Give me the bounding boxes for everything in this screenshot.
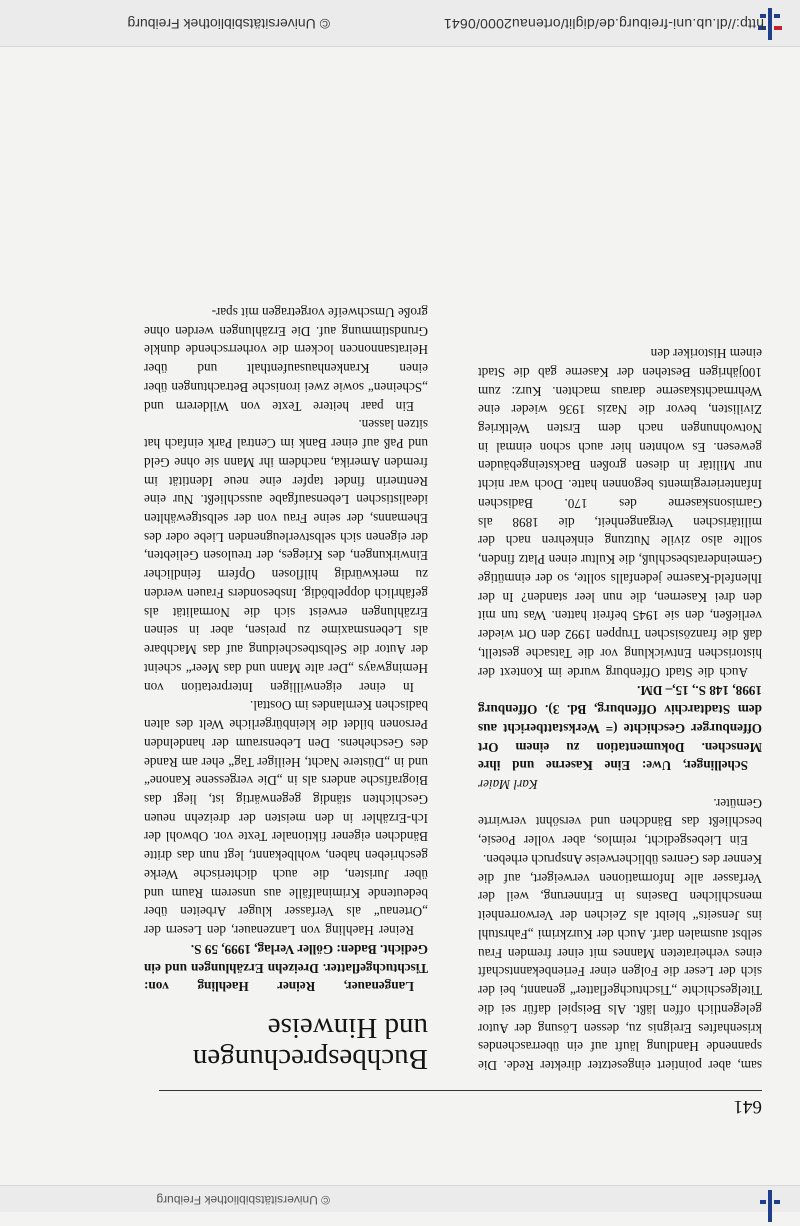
right-column [144, 302, 428, 1074]
book-reference: Schellinger, Uwe: Eine Kaserne und ihre Menschen. Dokumentation zu einem Ort Offenburger Geschichte (= Werkstattbericht aus dem Stadtarchiv Offenburg, Bd. 3). Offenburg 1998, 148 S., 15,– DM. [478, 683, 762, 774]
review-text-paragraph: Auch die Stadt Offenburg wurde im Kontext der historischen Entwicklung vor die Tatsache gestellt, daß die französischen Truppen 1992 den Ort wieder verließen, den sie 1945 befreit hatten. Was tun mit den drei Kasernen, die nun leer standen? In der Ihlenfeld-Kaserne jedenfalls sollte, so der einmütige Gemeinderatsbeschluß, die Kultur einen Platz finden, sollte also zivile Nutzung einkehren nach der militärischen Vergangenheit, die 1898 als Garnisonskaserne des 170. Badischen Infanterieregiments begonnen hatte. Doch war nicht nur Militär in diesen großen Backsteingebäuden gewesen. Es wohnten hier auch schon einmal in Notwohnungen nach dem Ersten Weltkrieg Zivilisten, bevor die Nazis 1936 wieder eine Wehrmachtskaserne daraus machten. Kurz: zum 100jährigen Bestehen der Kaserne gab die Stadt einem Historiker den [478, 346, 762, 680]
section-heading: Buchbesprechungen und Hinweise [192, 1011, 428, 1075]
review-text-paragraph: In einer eigenwilligen Interpretation von Hemingways „Der alte Mann und das Meer“ scheint der Autor die Selbstbescheidung auf das Machbare als Lebensmaxime zu preisen, aber in seinen Erzählungen erweist sich die Normalität als gefährlich doppelbödig. Insbesonders Frauen werden zu merkwürdig hilflosen Opfern feindlicher Einwirkungen, des Krieges, der treulosen Geliebten, der eigenen sich selbstverleugnenden Liebe oder des Ehemanns, der seine Frau von der selbstgewählten idealistischen Lebensaufgabe ausschließt. Nur eine Rentnerin findet tapfer eine neue Identität im fremden Amerika, nachdem ihr Mann sie ohne Geld und Paß auf einer Bank im Central Park einfach hat sitzen lassen. [144, 417, 428, 695]
page-number: 641 [733, 1096, 762, 1117]
review-text-paragraph: Ein paar heitere Texte von Wilderern und „Scheinen“ sowie zwei ironische Betrachtungen über einen Krankenhausaufenthalt und über Heiratsannoncen lockern die vorherrschende dunkle Grundstimmung auf. Die Erzählungen werden ohne große Umschweife vorgetragen mit spar- [144, 304, 428, 414]
ub-freiburg-logo-icon [750, 1186, 790, 1226]
reviewer-signature: Karl Maier [478, 776, 538, 792]
review-text-paragraph: Reiner Haehling von Lanzenauer, den Lesern der „Ortenau“ als Verfasser kluger Arbeiten über bedeutende Kriminalfälle aus unserem Raum und über Juristen, die auch dichterische Werke geschrieben haben, wohlbekannt, legt nun das dritte Bändchen eigener fiktionaler Texte vor. Obwohl der Ich-Erzähler in den meisten der dreizehn neuen Geschichten ständig gegenwärtig ist, liegt das Biografische anders als in „Die vergessene Kanone“ und in „Düstere Nacht, Heiliger Tag“ eher am Rande des Geschehens. Den Lebensraum der handelnden Personen bildet die kleinbürgerliche Welt des alten badischen Kernlandes im Oosttal. [144, 698, 428, 939]
header-rule [159, 1090, 762, 1091]
page-url-link[interactable]: http://dl.ub.uni-freiburg.de/diglit/ortenau2000/0641 [443, 16, 764, 32]
copyright-text-top: © Universitätsbibliothek Freiburg [156, 1193, 330, 1207]
review-text-paragraph: Ein Liebesgedicht, reimlos, aber voller Poesie, beschließt das Bändchen und versöhnt verwirrte Gemüter. [478, 795, 762, 849]
left-column [478, 343, 762, 1074]
book-reference: Langenauer, Reiner Haehling von: Tischtuchgeflatter. Dreizehn Erzählungen und ein Gedicht. Baden: Göller Verlag, 1999, 59 S. [144, 941, 428, 995]
copyright-text: © Universitätsbibliothek Freiburg [127, 16, 330, 32]
review-text-paragraph: sam, aber pointiert eingesetzter direkter Rede. Die spannende Handlung läuft auf ein überraschendes krisenhaftes Ereignis zu, dessen Lösung der Autor gelegentlich offen läßt. Als Beispiel dafür sei die Titelgeschichte „Tischtuchgeflatter“ genannt, bei der sich der Leser die Folgen einer Ferienbekanntschaft eines verheirateten Mannes mit einer fremden Frau selbst ausmalen darf. Auch der Kurzkrimi „Fahrstuhl ins Jenseits“ bleibt als Zeichen der Verworrenheit menschlichen Daseins in Erinnerung, weil der Verfasser alle Informationen verweigert, auf die Kenner des Genres üblicherweise Anspruch erheben. [478, 851, 762, 1073]
viewer-top-bar [0, 1185, 800, 1212]
viewer-url-bar [0, 0, 800, 47]
